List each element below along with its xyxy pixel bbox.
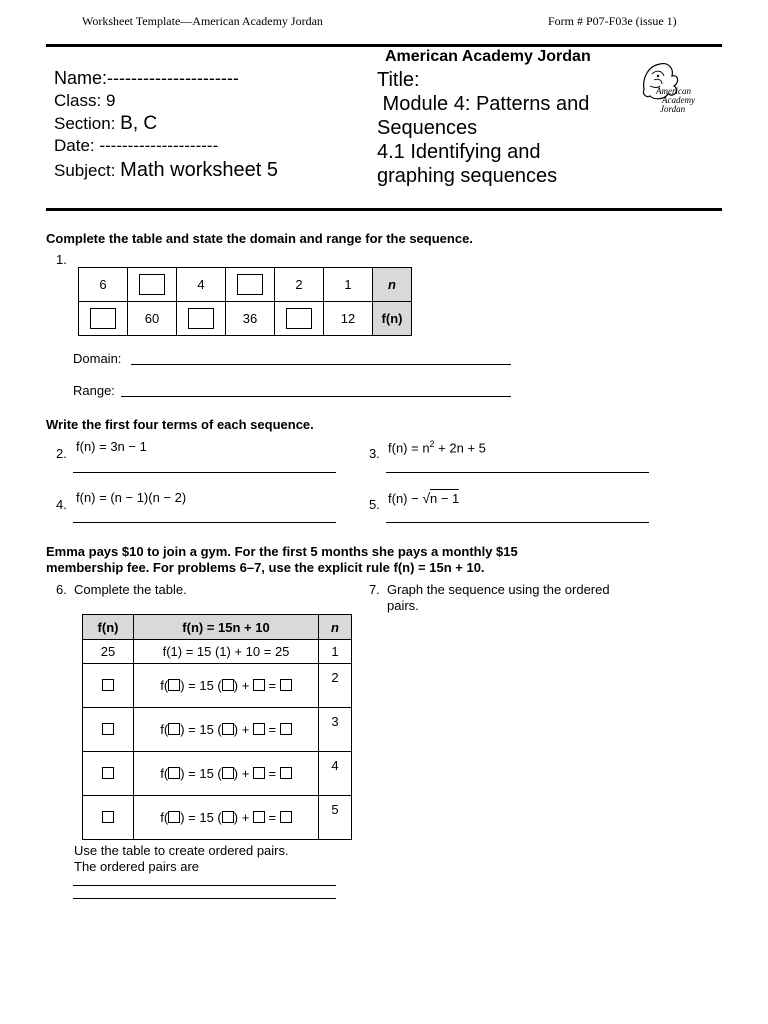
q5-number: 5. xyxy=(369,497,380,512)
q3-part: + 2n + 5 xyxy=(434,440,486,456)
worksheet-title xyxy=(377,68,589,188)
table-cell[interactable] xyxy=(79,302,128,336)
q1-number: 1. xyxy=(56,252,67,267)
answer-box[interactable] xyxy=(253,767,265,779)
table-cell: 6 xyxy=(79,268,128,302)
q3-formula xyxy=(388,439,486,455)
answer-box[interactable] xyxy=(237,274,263,295)
table-cell: 2 xyxy=(275,268,324,302)
school-logo xyxy=(638,56,708,120)
q2-number: 2. xyxy=(56,446,67,461)
answer-box[interactable] xyxy=(102,723,114,735)
section3-instruction-1: Emma pays $10 to join a gym. For the first 5 months she pays a monthly $15 xyxy=(46,544,518,559)
table-row xyxy=(83,615,352,640)
table-cell: f(1) = 15 (1) + 10 = 25 xyxy=(134,640,319,664)
table-cell: 1 xyxy=(324,268,373,302)
q7-text-2: pairs. xyxy=(387,598,419,613)
formula-part: f( xyxy=(160,810,169,825)
ordered-pairs-text-2: The ordered pairs are xyxy=(74,859,200,874)
formula-part: ) = 15 ( xyxy=(180,810,222,825)
section-label: Section: xyxy=(54,114,121,133)
gym-fee-table xyxy=(82,614,352,840)
formula-cell xyxy=(134,708,319,752)
answer-box[interactable] xyxy=(102,811,114,823)
table-cell: 3 xyxy=(319,708,352,752)
formula-cell xyxy=(134,796,319,840)
title-line: 4.1 Identifying and xyxy=(377,141,541,163)
answer-box[interactable] xyxy=(280,679,292,691)
subject-value: Math worksheet 5 xyxy=(120,159,279,181)
table-cell[interactable] xyxy=(226,268,275,302)
formula-part: ) = 15 ( xyxy=(180,722,222,737)
q4-answer-line[interactable] xyxy=(73,522,336,523)
table-row xyxy=(83,752,352,796)
q5-radicand: n − 1 xyxy=(430,491,460,506)
header-bottom-rule xyxy=(46,208,722,211)
answer-box[interactable] xyxy=(102,679,114,691)
school-name: American Academy Jordan xyxy=(385,48,591,65)
formula-part: f( xyxy=(160,722,169,737)
answer-box[interactable] xyxy=(222,811,234,823)
formula-part: ) = 15 ( xyxy=(180,766,222,781)
logo-line: Jordan xyxy=(660,104,686,114)
section2-instruction: Write the first four terms of each sequence. xyxy=(46,417,314,432)
q6-number: 6. xyxy=(56,582,67,597)
formula-part: = xyxy=(264,678,280,693)
table-cell[interactable] xyxy=(177,302,226,336)
ordered-pairs-line[interactable] xyxy=(73,885,336,886)
answer-box[interactable] xyxy=(168,767,180,779)
answer-box[interactable] xyxy=(139,274,165,295)
answer-box[interactable] xyxy=(188,308,214,329)
table-cell[interactable] xyxy=(83,664,134,708)
table-cell[interactable] xyxy=(128,268,177,302)
answer-box[interactable] xyxy=(280,811,292,823)
section-field xyxy=(54,113,157,135)
logo-line: American xyxy=(656,86,691,96)
domain-label: Domain: xyxy=(73,351,122,366)
table-cell: 12 xyxy=(324,302,373,336)
formula-part: f( xyxy=(160,766,169,781)
q4-formula: f(n) = (n − 1)(n − 2) xyxy=(76,490,187,505)
range-answer-line[interactable] xyxy=(121,396,511,397)
section1-instruction: Complete the table and state the domain and range for the sequence. xyxy=(46,231,473,246)
table-cell: 36 xyxy=(226,302,275,336)
answer-box[interactable] xyxy=(286,308,312,329)
formula-part: = xyxy=(264,766,280,781)
table-cell: 25 xyxy=(83,640,134,664)
table-row xyxy=(83,708,352,752)
table-cell[interactable] xyxy=(83,796,134,840)
answer-box[interactable] xyxy=(102,767,114,779)
q2-answer-line[interactable] xyxy=(73,472,336,473)
formula-part: = xyxy=(264,810,280,825)
table-cell: 1 xyxy=(319,640,352,664)
table-row xyxy=(79,302,412,336)
table-cell[interactable] xyxy=(83,708,134,752)
table-row xyxy=(83,796,352,840)
title-line: graphing sequences xyxy=(377,165,558,187)
answer-box[interactable] xyxy=(280,723,292,735)
table-cell: 60 xyxy=(128,302,177,336)
answer-box[interactable] xyxy=(222,767,234,779)
table-cell: 4 xyxy=(319,752,352,796)
ordered-pairs-text-1: Use the table to create ordered pairs. xyxy=(74,843,289,858)
table-row xyxy=(83,640,352,664)
range-label: Range: xyxy=(73,383,115,398)
table-header: f(n) xyxy=(83,615,134,640)
section-value: B, C xyxy=(120,113,158,134)
formula-part: ) + xyxy=(233,678,253,693)
answer-box[interactable] xyxy=(253,811,265,823)
q3-number: 3. xyxy=(369,446,380,461)
logo-text xyxy=(656,87,695,114)
section3-instruction-2: membership fee. For problems 6–7, use the explicit rule f(n) = 15n + 10. xyxy=(46,560,485,575)
table-header-fn: f(n) xyxy=(373,302,412,336)
page-header-right: Form # P07-F03e (issue 1) xyxy=(548,14,677,28)
answer-box[interactable] xyxy=(168,723,180,735)
table-header: f(n) = 15n + 10 xyxy=(134,615,319,640)
formula-cell xyxy=(134,664,319,708)
name-field: Name:---------------------- xyxy=(54,68,239,88)
formula-part: ) + xyxy=(233,722,253,737)
q4-number: 4. xyxy=(56,497,67,512)
answer-box[interactable] xyxy=(253,679,265,691)
answer-box[interactable] xyxy=(90,308,116,329)
q7-number: 7. xyxy=(369,582,380,597)
table-row xyxy=(79,268,412,302)
formula-cell xyxy=(134,752,319,796)
q7-text-1: Graph the sequence using the ordered xyxy=(387,582,610,597)
formula-part: = xyxy=(264,722,280,737)
top-rule xyxy=(46,44,722,47)
formula-part: f( xyxy=(160,678,169,693)
table-header-n: n xyxy=(373,268,412,302)
sqrt-icon: √ xyxy=(422,490,431,506)
formula-part: ) + xyxy=(233,766,253,781)
subject-field xyxy=(54,159,278,182)
q6-text: Complete the table. xyxy=(74,582,187,597)
page-header-left: Worksheet Template—American Academy Jordan xyxy=(82,14,323,28)
table-cell[interactable] xyxy=(83,752,134,796)
subject-label: Subject: xyxy=(54,161,121,180)
formula-part: ) + xyxy=(233,810,253,825)
class-field: Class: 9 xyxy=(54,91,116,110)
title-line: Title: xyxy=(377,69,420,91)
table-row xyxy=(83,664,352,708)
q3-answer-line[interactable] xyxy=(386,472,649,473)
q5-answer-line[interactable] xyxy=(386,522,649,523)
ordered-pairs-line[interactable] xyxy=(73,898,336,899)
q3-part: f(n) = n xyxy=(388,440,430,456)
table-cell: 2 xyxy=(319,664,352,708)
table-cell[interactable] xyxy=(275,302,324,336)
answer-box[interactable] xyxy=(280,767,292,779)
formula-part: ) = 15 ( xyxy=(180,678,222,693)
answer-box[interactable] xyxy=(168,679,180,691)
sequence-table xyxy=(78,267,412,336)
answer-box[interactable] xyxy=(168,811,180,823)
answer-box[interactable] xyxy=(222,679,234,691)
table-header: n xyxy=(319,615,352,640)
domain-answer-line[interactable] xyxy=(131,364,511,365)
answer-box[interactable] xyxy=(253,723,265,735)
answer-box[interactable] xyxy=(222,723,234,735)
q2-formula: f(n) = 3n − 1 xyxy=(76,439,147,454)
q3-exponent: 2 xyxy=(429,439,435,449)
logo-line: Academy xyxy=(662,95,695,105)
title-line: Module 4: Patterns and xyxy=(377,93,590,115)
q5-formula xyxy=(388,490,459,506)
date-field: Date: --------------------- xyxy=(54,136,219,155)
table-cell: 5 xyxy=(319,796,352,840)
title-line: Sequences xyxy=(377,117,478,139)
q5-part: f(n) − xyxy=(388,491,423,506)
table-cell: 4 xyxy=(177,268,226,302)
